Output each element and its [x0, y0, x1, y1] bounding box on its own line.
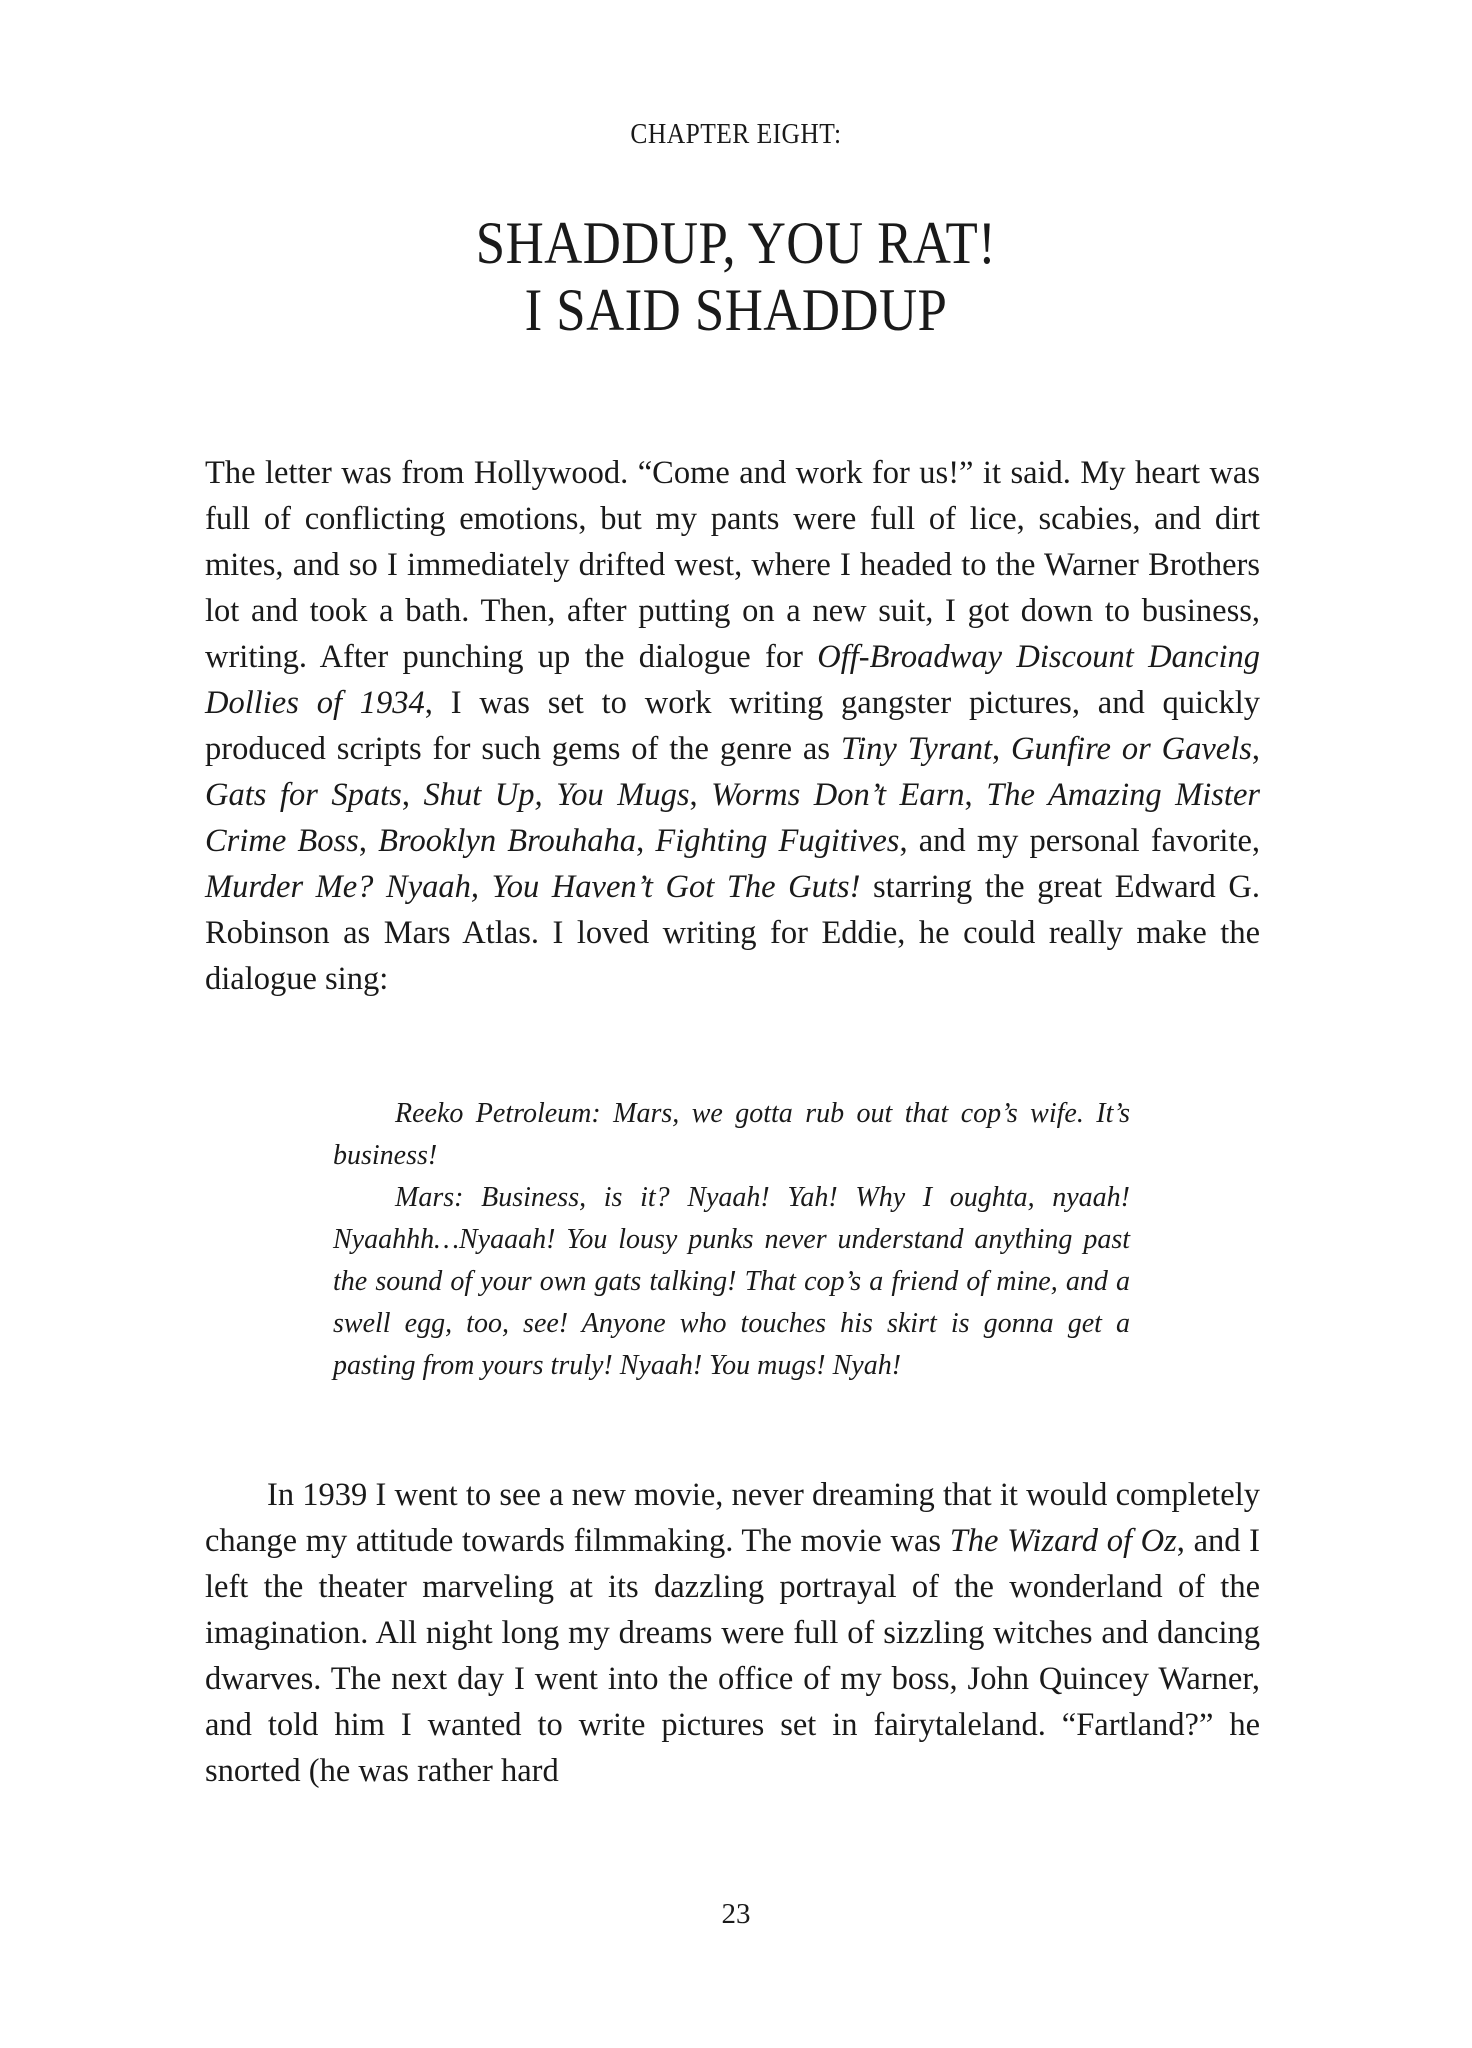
text-run: ,: [964, 777, 987, 813]
text-run: ,: [689, 777, 712, 813]
text-run: ,: [636, 823, 656, 859]
film-title: Brooklyn Brouhaha: [378, 823, 637, 859]
text-run: , I was set to work writing gangster pictures, and quickly produced scripts for such gems of the genre as: [205, 685, 1260, 767]
film-title: Tiny Tyrant: [840, 731, 993, 767]
text-run: starring the great Edward G. Robinson as Mars Atlas. I loved writing for Eddie, he could really make the dialogue sing:: [205, 869, 1260, 997]
chapter-label: CHAPTER EIGHT:: [630, 118, 842, 150]
chapter-title-line-2: I SAID SHADDUP: [524, 277, 948, 343]
text-run: , and I left the theater marveling at its dazzling portrayal of the wonderland of the imagination. All night long my dreams were full of sizzling witches and dancing dwarves. The next day I went into the office of my boss, John Quincey Warner, and told him I wanted to write pictures set in fairytaleland. “Fartland?” he snorted (he was rather hard: [205, 1523, 1260, 1789]
dialogue-line-reeko: Reeko Petroleum: Mars, we gotta rub out that cop’s wife. It’s business!: [333, 1098, 1130, 1171]
film-title: The Amazing Mister Crime Boss: [205, 777, 1261, 859]
dialogue-blockquote: [333, 1093, 1130, 1387]
text-run: , and my personal favorite,: [899, 823, 1261, 859]
film-title: The Wizard of Oz: [949, 1523, 1177, 1559]
film-title: Worms Don’t Earn: [711, 777, 965, 813]
text-run: In 1939 I went to see a new movie, never dreaming that it would completely change my attitude towards filmmaking. The movie was: [205, 1477, 1260, 1559]
film-title: Fighting Fugitives: [655, 823, 900, 859]
body-paragraph-1: [205, 450, 1260, 1002]
chapter-title-line-1: SHADDUP, YOU RAT!: [475, 210, 997, 276]
text-run: ,: [358, 823, 379, 859]
text-run: ,: [992, 731, 1012, 767]
text-run: The letter was from Hollywood. “Come and work for us!” it said. My heart was full of conflicting emotions, but my pants were full of lice, scabies, and dirt mites, and so I immediately drifted west, where I headed to the Warner Brothers lot and took a bath. Then, after putting on a new suit, I got down to business, writing. After punching up the dialogue for: [205, 455, 1260, 675]
chapter-title: [88, 210, 1383, 344]
film-title: Shut Up, You Mugs: [423, 777, 690, 813]
page-number: 23: [721, 1898, 751, 1930]
film-title: Gunfire or Gavels: [1011, 731, 1252, 767]
text-run: ,: [1251, 731, 1260, 767]
film-title: Off-Broadway Discount Dancing Dollies of 1934: [205, 639, 1261, 721]
text-run: ,: [401, 777, 424, 813]
film-title: Gats for Spats: [205, 777, 402, 813]
body-paragraph-2: [205, 1472, 1260, 1794]
film-title: Murder Me? Nyaah, You Haven’t Got The Guts!: [205, 869, 861, 905]
dialogue-line-mars: Mars: Business, is it? Nyaah! Yah! Why I oughta, nyaah! Nyaahhh…Nyaaah! You lousy punks never understand anything past the sound of your own gats talking! That cop’s a friend of mine, and a swell egg, too, see! Anyone who touches his skirt is gonna get a pasting from yours truly! Nyaah! You mugs! Nyah!: [333, 1182, 1130, 1381]
